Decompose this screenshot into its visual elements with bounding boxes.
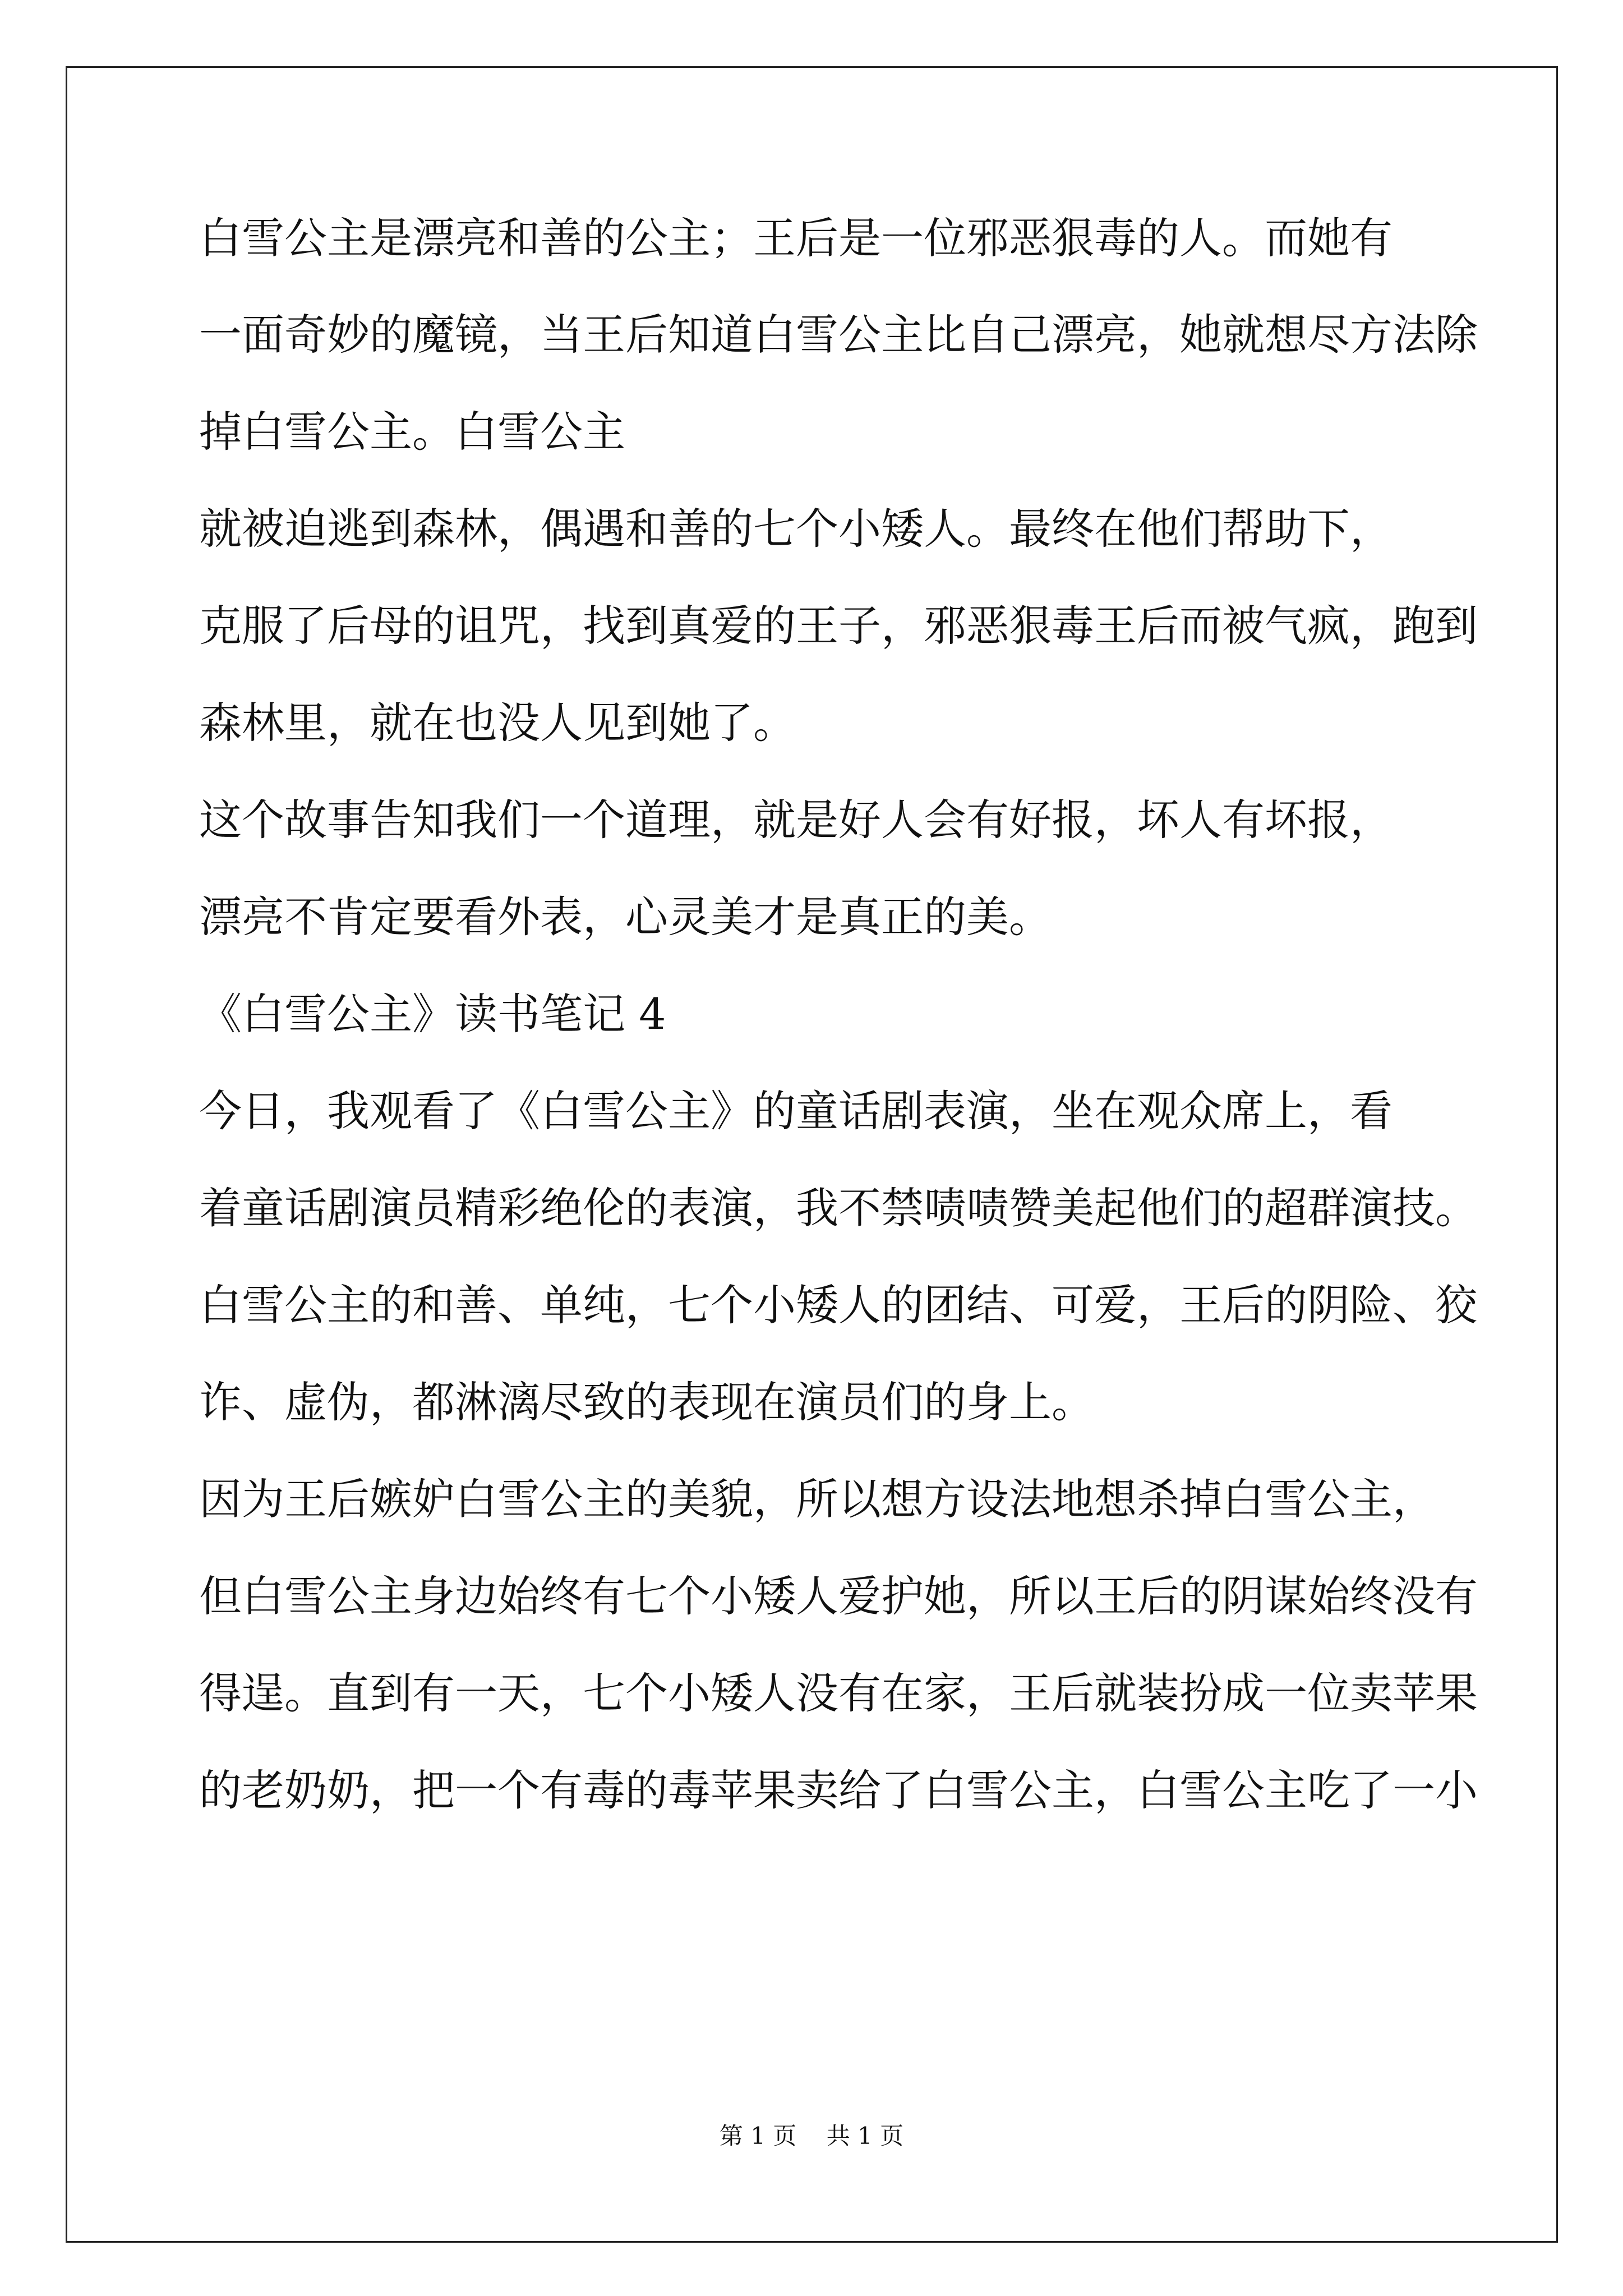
page-footer: 第 1 页 共 1 页 (719, 2122, 904, 2150)
text-line: 着童话剧演员精彩绝伦的表演，我不禁啧啧赞美起他们的超群演技。 (199, 1183, 1478, 1233)
text-line: 白雪公主的和善、单纯，七个小矮人的团结、可爱，王后的阴险、狡 (199, 1280, 1478, 1330)
text-line: 诈、虚伪，都淋漓尽致的表现在演员们的身上。 (199, 1377, 1094, 1427)
text-line: 漂亮不肯定要看外表，心灵美才是真正的美。 (199, 892, 1052, 942)
text-line: 森林里，就在也没人见到她了。 (199, 698, 796, 748)
text-line: 掉白雪公主。白雪公主 (199, 407, 625, 457)
text-line: 今日，我观看了《白雪公主》的童话剧表演，坐在观众席上，看 (199, 1086, 1393, 1136)
text-line: 但白雪公主身边始终有七个小矮人爱护她，所以王后的阴谋始终没有 (199, 1571, 1478, 1621)
text-line: 的老奶奶，把一个有毒的毒苹果卖给了白雪公主，白雪公主吃了一小 (199, 1765, 1478, 1815)
text-line: 一面奇妙的魔镜，当王后知道白雪公主比自己漂亮，她就想尽方法除 (199, 310, 1478, 360)
text-line: 就被迫逃到森林，偶遇和善的七个小矮人。最终在他们帮助下， (199, 504, 1393, 554)
text-line: 因为王后嫉妒白雪公主的美貌，所以想方设法地想杀掉白雪公主， (199, 1474, 1435, 1524)
page-border (66, 66, 1558, 2243)
text-line: 白雪公主是漂亮和善的公主；王后是一位邪恶狠毒的人。而她有 (199, 213, 1393, 263)
text-line: 得逞。直到有一天，七个小矮人没有在家，王后就装扮成一位卖苹果 (199, 1668, 1478, 1718)
text-line: 克服了后母的诅咒，找到真爱的王子，邪恶狠毒王后而被气疯，跑到 (199, 601, 1478, 651)
section-heading: 《白雪公主》读书笔记 4 (199, 989, 666, 1039)
text-line: 这个故事告知我们一个道理，就是好人会有好报，坏人有坏报， (199, 795, 1393, 845)
